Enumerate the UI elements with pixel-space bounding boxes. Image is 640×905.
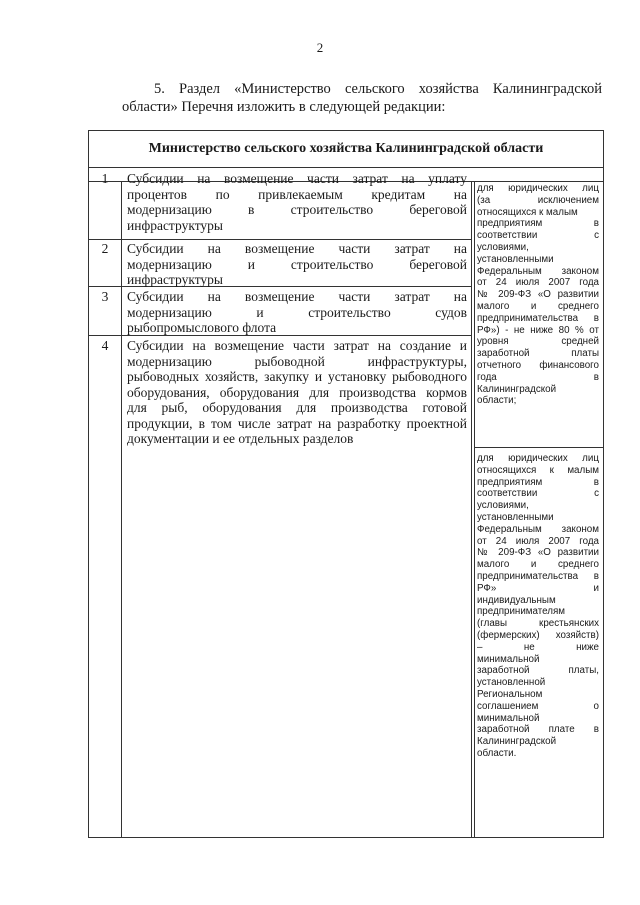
condition-line: предпринимательства в [477,570,599,582]
condition-line: минимальной [477,653,540,665]
condition-line: установленными [477,511,554,523]
row-description-line: Субсидии на возмещение части затрат на [127,289,467,304]
intro-paragraph [122,80,602,99]
row-description-line: модернизацию рыбоводной инфраструктуры, [127,353,467,369]
page-number: 2 [316,40,324,55]
condition-line: установленными [477,253,554,265]
condition-line: заработной платы [477,348,599,360]
condition-separator [475,447,603,448]
row-number: 3 [101,289,109,304]
condition-line: малого и среднего [477,559,599,571]
condition-line: заработной плате в [477,724,599,736]
wage-condition-small-business [477,453,599,760]
row-description-line: рыбоводных хозяйств, закупку и установку рыбоводного [127,369,467,384]
condition-line: уровня средней [477,336,599,348]
intro-line-2: области» Перечня изложить в следующей редакции: [122,99,446,115]
condition-line: условиями, [477,241,529,253]
condition-line: Региональном [477,688,543,700]
row-description [127,171,467,233]
condition-line: Федеральным законом [477,265,599,277]
row-description-line: инфраструктуры [127,217,223,233]
row-number: 2 [101,241,109,256]
subsidy-table [88,130,604,838]
condition-line: РФ» и [477,582,599,594]
wage-condition-legal-entities [477,183,599,407]
row-description-line: рыбопромыслового флота [127,320,277,335]
row-description-line: продукции, в том числе затрат на разработку проектной [127,415,467,431]
condition-line: соответствии с [477,230,599,242]
condition-line: № 209-ФЗ «О развитии [477,547,599,559]
condition-line: заработной платы, [477,665,599,677]
condition-line: от 24 июля 2007 года [477,535,599,547]
row-description-line: Субсидии на возмещение части затрат на [127,241,467,256]
column-divider-inner [474,182,475,837]
condition-line: индивидуальным [477,594,556,606]
condition-line: Калининградской [477,383,557,395]
condition-line: малого и среднего [477,300,599,312]
condition-line: относящихся к малым [477,464,599,476]
condition-line: (главы крестьянских [477,618,599,630]
condition-line: – не ниже [477,641,599,653]
row-description [127,289,467,336]
condition-line: Федеральным законом [477,523,599,535]
condition-line: соглашением о [477,700,599,712]
row-description-line: модернизацию в строительство береговой [127,202,467,217]
condition-line: для юридических лиц [477,453,599,464]
row-description-line: документации и ее отдельных разделов [127,431,354,446]
row-description-line: модернизацию и строительство судов [127,304,467,320]
row-description-line: для рыб, оборудования для производства готовой [127,400,467,415]
condition-line: для юридических лиц [477,183,599,194]
condition-line: условиями, [477,500,529,512]
condition-line: относящихся к малым [477,206,578,218]
condition-line: РФ») - не ниже 80 % от [477,324,599,336]
condition-line: (фермерских) хозяйств) [477,629,599,641]
condition-line: области; [477,395,517,407]
condition-line: (за исключением [477,194,599,206]
condition-line: области. [477,747,517,759]
row-number: 1 [101,171,109,186]
row-description [127,241,467,288]
column-divider-description [471,182,472,837]
condition-line: предпринимательства в [477,312,599,324]
condition-line: Калининградской [477,736,557,748]
intro-line-1: 5. Раздел «Министерство сельского хозяйства Калининградской [154,81,602,97]
row-description-line: оборудования, оборудования для производства кормов [127,384,467,400]
condition-line: от 24 июля 2007 года [477,277,599,289]
condition-line: отчетного финансового [477,359,599,371]
condition-line: минимальной [477,712,540,724]
condition-line: установленной [477,677,546,689]
table-header: Министерство сельского хозяйства Калининградской области [89,131,603,168]
row-description-line: Субсидии на возмещение части затрат на уплату [127,171,467,186]
condition-line: № 209-ФЗ «О развитии [477,289,599,301]
row-description-line: Субсидии на возмещение части затрат на создание и [127,338,467,353]
condition-line: соответствии с [477,488,599,500]
row-separator-1 [89,239,472,240]
row-description-line: модернизацию и строительство береговой [127,256,467,272]
condition-line: предпринимателям [477,606,566,618]
row-description-line: процентов по привлекаемым кредитам на [127,186,467,202]
condition-line: предприятиям в [477,218,599,230]
row-number: 4 [101,338,109,353]
column-divider-number [121,182,122,837]
condition-line: предприятиям в [477,476,599,488]
row-description-line: инфраструктуры [127,272,223,287]
condition-line: года в [477,371,599,383]
row-description [127,338,467,447]
